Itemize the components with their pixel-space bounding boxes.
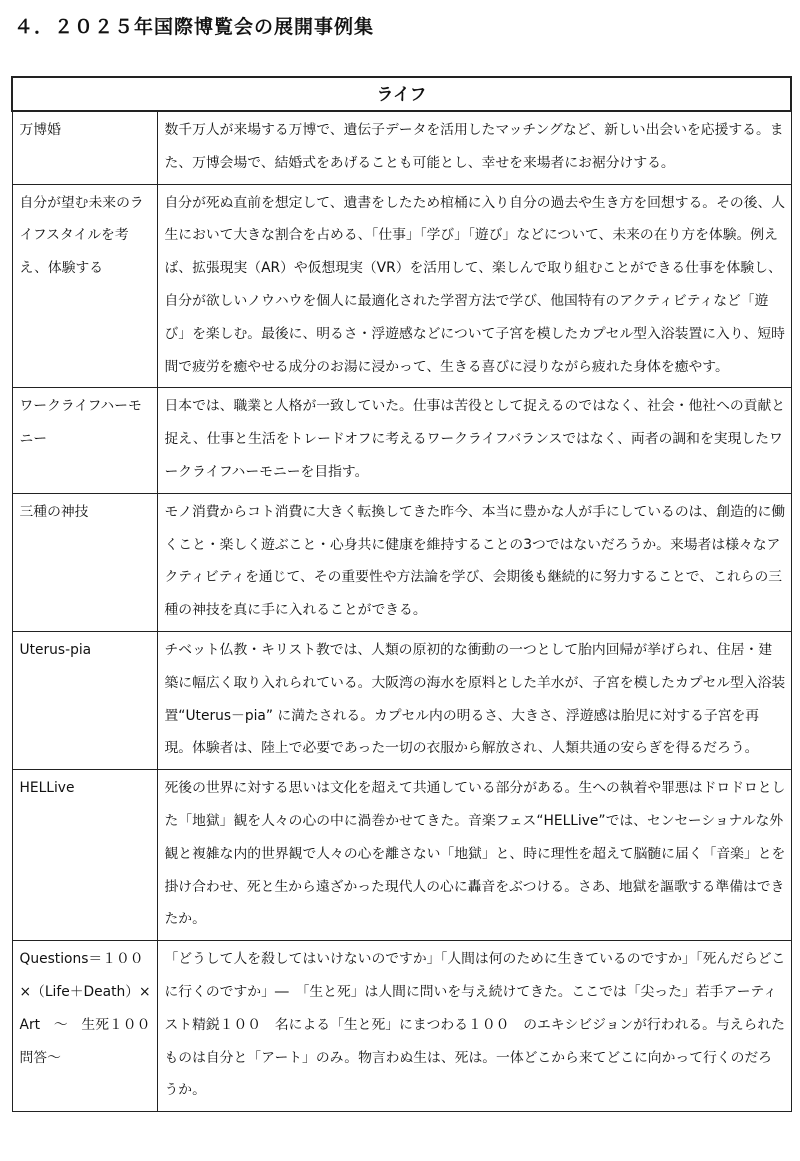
table-row <box>12 111 791 184</box>
section-title: ライフ <box>12 77 791 111</box>
case-description: 数千万人が来場する万博で、遺伝子データを活用したマッチングなど、新しい出会いを応援する。また、万博会場で、結婚式をあげることも可能とし、幸せを来場者にお裾分けする。 <box>157 111 791 184</box>
table-row <box>12 493 791 631</box>
case-name: 三種の神技 <box>12 493 157 631</box>
case-name: HELLive <box>12 770 157 941</box>
page-heading: ４．２０２５年国際博覧会の展開事例集 <box>14 16 375 38</box>
case-name: ワークライフハーモニー <box>12 388 157 493</box>
case-description: 日本では、職業と人格が一致していた。仕事は苦役として捉えるのではなく、社会・他社への貢献と捉え、仕事と生活をトレードオフに考えるワークライフバランスではなく、両者の調和を実現したワークライフハーモニーを目指す。 <box>157 388 791 493</box>
case-name: 万博婚 <box>12 111 157 184</box>
case-name: Uterus‐pia <box>12 631 157 769</box>
table-row <box>12 770 791 941</box>
table-row <box>12 388 791 493</box>
table-row <box>12 941 791 1112</box>
case-description: 「どうして人を殺してはいけないのですか」「人間は何のために生きているのですか」「死んだらどこに行くのですか」― 「生と死」は人間に問いを与え続けてきた。ここでは「尖った」若手アーティスト精鋭１００ 名による「生と死」にまつわる１００ のエキシビジョンが行われる。与えられたものは自分と「アート」のみ。物言わぬ生は、死は。一体どこから来てどこに向かって行くのだろうか。 <box>157 941 791 1112</box>
case-description: 自分が死ぬ直前を想定して、遺書をしたため棺桶に入り自分の過去や生き方を回想する。その後、人生において大きな割合を占める、「仕事」「学び」「遊び」などについて、未来の在り方を体験。例えば、拡張現実（AR）や仮想現実（VR）を活用して、楽しんで取り組むことができる仕事を体験し、自分が欲しいノウハウを個人に最適化された学習方法で学び、他国特有のアクティビティなど「遊び」を楽しむ。最後に、明るさ・浮遊感などについて子宮を模したカプセル型入浴装置に入り、短時間で疲労を癒やせる成分のお湯に浸かって、生きる喜びに浸りながら疲れた身体を癒やす。 <box>157 184 791 388</box>
table-row <box>12 184 791 388</box>
case-name: 自分が望む未来のライフスタイルを考え、体験する <box>12 184 157 388</box>
section-header-row <box>12 77 791 111</box>
table-row <box>12 631 791 769</box>
case-table <box>11 76 792 1112</box>
case-name: Questions＝１００×（Life＋Death）×Art ～ 生死１００ 問答～ <box>12 941 157 1112</box>
case-description: チベット仏教・キリスト教では、人類の原初的な衝動の一つとして胎内回帰が挙げられ、住居・建築に幅広く取り入れられている。大阪湾の海水を原料とした羊水が、子宮を模したカプセル型入浴装置“Uterus－pia” に満たされる。カプセル内の明るさ、大きさ、浮遊感は胎児に対する子宮を再現。体験者は、陸上で必要であった一切の衣服から解放され、人類共通の安らぎを得るだろう。 <box>157 631 791 769</box>
case-description: 死後の世界に対する思いは文化を超えて共通している部分がある。生への執着や罪悪はドロドロとした「地獄」観を人々の心の中に渦巻かせてきた。音楽フェス“HELLive”では、センセーショナルな外観と複雑な内的世界観で人々の心を離さない「地獄」と、時に理性を超えて脳髄に届く「音楽」とを掛け合わせ、死と生から遠ざかった現代人の心に轟音をぶつける。さあ、地獄を謳歌する準備はできたか。 <box>157 770 791 941</box>
case-description: モノ消費からコト消費に大きく転換してきた昨今、本当に豊かな人が手にしているのは、創造的に働くこと・楽しく遊ぶこと・心身共に健康を維持することの3つではないだろうか。来場者は様々なアクティビティを通じて、その重要性や方法論を学び、会期後も継続的に努力することで、これらの三種の神技を真に手に入れることができる。 <box>157 493 791 631</box>
